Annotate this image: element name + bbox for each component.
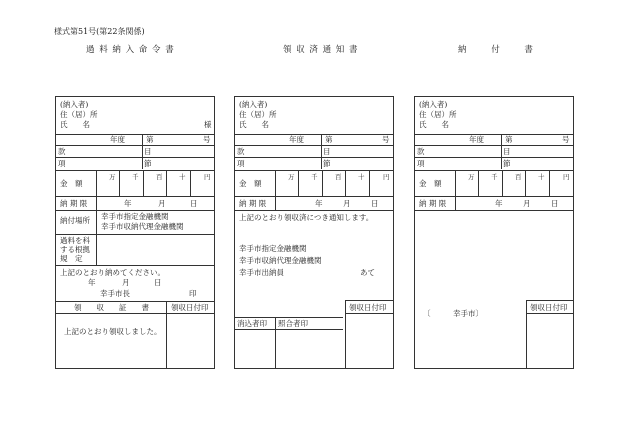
due-month-unit: 月 [343, 199, 351, 208]
receipt-stamp-label: 領収日付印 [530, 303, 568, 312]
amount-unit-juu: 十 [179, 173, 186, 181]
name-label: 氏 名 [239, 120, 269, 129]
order-day-unit: 日 [154, 278, 162, 287]
section-label: 第 [505, 135, 513, 144]
number-label: 号 [382, 135, 390, 144]
due-year-unit: 年 [124, 199, 132, 208]
due-label: 納 期 限 [60, 199, 88, 208]
address-label: 住（居）所 [239, 110, 277, 119]
address-label: 住（居）所 [419, 110, 457, 119]
city-label: 〔 幸手市〕 [423, 309, 483, 318]
receipt-stamp-label: 領収日付印 [349, 303, 387, 312]
payer-label: (納入者) [60, 100, 89, 109]
receipt-notice-form [234, 96, 394, 369]
due-day-unit: 日 [371, 199, 379, 208]
mayor-label: 幸手市長 [100, 289, 130, 298]
amount-unit-sen: 千 [311, 173, 318, 181]
amount-unit-hyaku: 百 [515, 173, 522, 181]
due-day-unit: 日 [551, 199, 559, 208]
payment-place-designated: 幸手市指定金融機関 [101, 212, 169, 221]
due-month-unit: 月 [158, 199, 166, 208]
kou-label: 項 [237, 159, 245, 168]
basis-label-line2: する根拠 [60, 245, 90, 254]
order-month-unit: 月 [122, 278, 130, 287]
receipt-stamp-label: 領収日付印 [171, 303, 209, 312]
fiscal-year-label: 年度 [289, 135, 304, 144]
amount-unit-en: 円 [383, 173, 390, 181]
amount-unit-man: 万 [109, 173, 116, 181]
form-number: 様式第51号(第22条関係) [54, 27, 145, 36]
amount-unit-hyaku: 百 [156, 173, 163, 181]
amount-label: 金 額 [60, 179, 83, 188]
title-fine-order: 過 料 納 入 命 令 書 [86, 45, 175, 55]
checker-seal-label: 照合者印 [278, 319, 308, 328]
section-label: 第 [325, 135, 333, 144]
notice-org-designated: 幸手市指定金融機関 [239, 244, 307, 253]
receipt-title: 領 収 証 書 [74, 303, 149, 312]
kan-label: 款 [417, 147, 425, 156]
payer-label: (納入者) [239, 100, 268, 109]
receipt-text: 上記のとおり領収しました。 [64, 327, 162, 336]
kan-label: 款 [237, 147, 245, 156]
notice-org-cashier: 幸手市出納員 [239, 268, 284, 277]
honorific: 様 [204, 120, 212, 129]
due-label: 納 期 限 [419, 199, 447, 208]
amount-unit-juu: 十 [358, 173, 365, 181]
moku-label: 目 [503, 147, 511, 156]
entry-clerk-seal-label: 消込者印 [237, 319, 267, 328]
due-label: 納 期 限 [239, 199, 267, 208]
kan-label: 款 [58, 147, 66, 156]
moku-label: 目 [323, 147, 331, 156]
title-receipt-notice: 領 収 済 通 知 書 [283, 45, 359, 55]
amount-label: 金 額 [419, 179, 442, 188]
section-label: 第 [146, 135, 154, 144]
kou-label: 項 [417, 159, 425, 168]
amount-unit-man: 万 [288, 173, 295, 181]
addressee-label: あて [360, 268, 375, 277]
basis-label-line1: 過料を科 [60, 236, 90, 245]
order-year-unit: 年 [88, 278, 96, 287]
notice-text: 上記のとおり領収済につき通知します。 [239, 213, 374, 222]
due-month-unit: 月 [523, 199, 531, 208]
name-label: 氏 名 [419, 120, 449, 129]
kou-label: 項 [58, 159, 66, 168]
amount-unit-sen: 千 [132, 173, 139, 181]
moku-label: 目 [144, 147, 152, 156]
amount-unit-sen: 千 [491, 173, 498, 181]
mayor-seal-label: 印 [189, 289, 197, 298]
order-text: 上記のとおり納めてください。 [60, 268, 165, 277]
title-payment-slip: 納 付 書 [458, 45, 533, 55]
setsu-label: 節 [144, 159, 152, 168]
setsu-label: 節 [503, 159, 511, 168]
number-label: 号 [203, 135, 211, 144]
basis-label-line3: 規 定 [60, 254, 83, 263]
amount-unit-man: 万 [468, 173, 475, 181]
due-day-unit: 日 [190, 199, 198, 208]
due-year-unit: 年 [495, 199, 503, 208]
amount-unit-hyaku: 百 [335, 173, 342, 181]
payer-label: (納入者) [419, 100, 448, 109]
notice-org-agent: 幸手市収納代理金融機関 [239, 256, 322, 265]
fine-order-form [55, 96, 215, 369]
fiscal-year-label: 年度 [110, 135, 125, 144]
name-label: 氏 名 [60, 120, 90, 129]
amount-unit-en: 円 [563, 173, 570, 181]
amount-label: 金 額 [239, 179, 262, 188]
address-label: 住（居）所 [60, 110, 98, 119]
amount-unit-en: 円 [204, 173, 211, 181]
payment-slip-form [414, 96, 574, 369]
amount-unit-juu: 十 [538, 173, 545, 181]
fiscal-year-label: 年度 [469, 135, 484, 144]
number-label: 号 [562, 135, 570, 144]
setsu-label: 節 [323, 159, 331, 168]
payment-place-label: 納付場所 [60, 216, 90, 225]
payment-place-agent: 幸手市収納代理金融機関 [101, 222, 184, 231]
due-year-unit: 年 [315, 199, 323, 208]
